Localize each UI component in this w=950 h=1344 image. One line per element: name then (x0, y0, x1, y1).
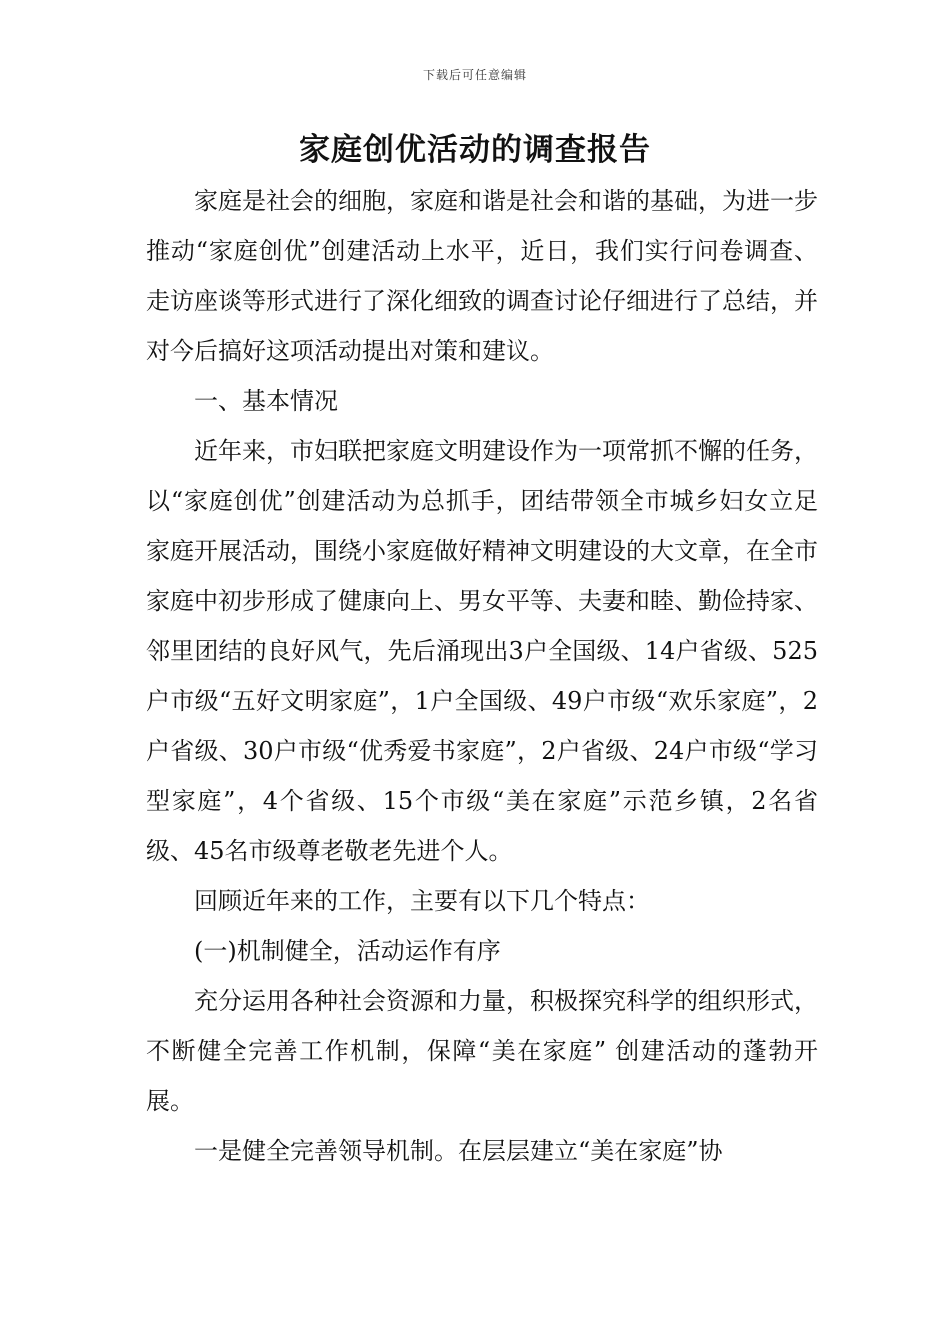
section-heading-basic-situation: 一、基本情况 (194, 387, 338, 415)
paragraph-intro: 家庭是社会的细胞，家庭和谐是社会和谐的基础，为进一步推动“家庭创优”创建活动上水平，近日，我们实行问卷调查、走访座谈等形式进行了深化细致的调查讨论仔细进行了总结，并对今后搞好这项活动提出对策和建议。 (146, 187, 818, 365)
document-body (146, 176, 818, 1176)
subsection-heading-mechanism: (一)机制健全，活动运作有序 (194, 937, 501, 965)
download-note: 下载后可任意编辑 (422, 68, 527, 82)
paragraph-leadership: 一是健全完善领导机制。在层层建立“美在家庭”协 (194, 1137, 723, 1165)
paragraph-features-intro: 回顾近年来的工作，主要有以下几个特点： (194, 887, 650, 915)
document-title: 家庭创优活动的调查报告 (299, 132, 651, 168)
paragraph-achievements: 近年来，市妇联把家庭文明建设作为一项常抓不懈的任务，以“家庭创优”创建活动为总抓手，团结带领全市城乡妇女立足家庭开展活动，围绕小家庭做好精神文明建设的大文章，在全市家庭中初步形成了健康向上、男女平等、夫妻和睦、勤俭持家、邻里团结的良好风气，先后涌现出3户全国级、14户省级、525户市级“五好文明家庭”，1户全国级、49户市级“欢乐家庭”，2户省级、30户市级“优秀爱书家庭”，2户省级、24户市级“学习型家庭”，4个省级、15个市级“美在家庭”示范乡镇，2名省级、45名市级尊老敬老先进个人。 (146, 437, 818, 865)
paragraph-mechanism: 充分运用各种社会资源和力量，积极探究科学的组织形式，不断健全完善工作机制，保障“美在家庭” 创建活动的蓬勃开展。 (146, 987, 818, 1115)
